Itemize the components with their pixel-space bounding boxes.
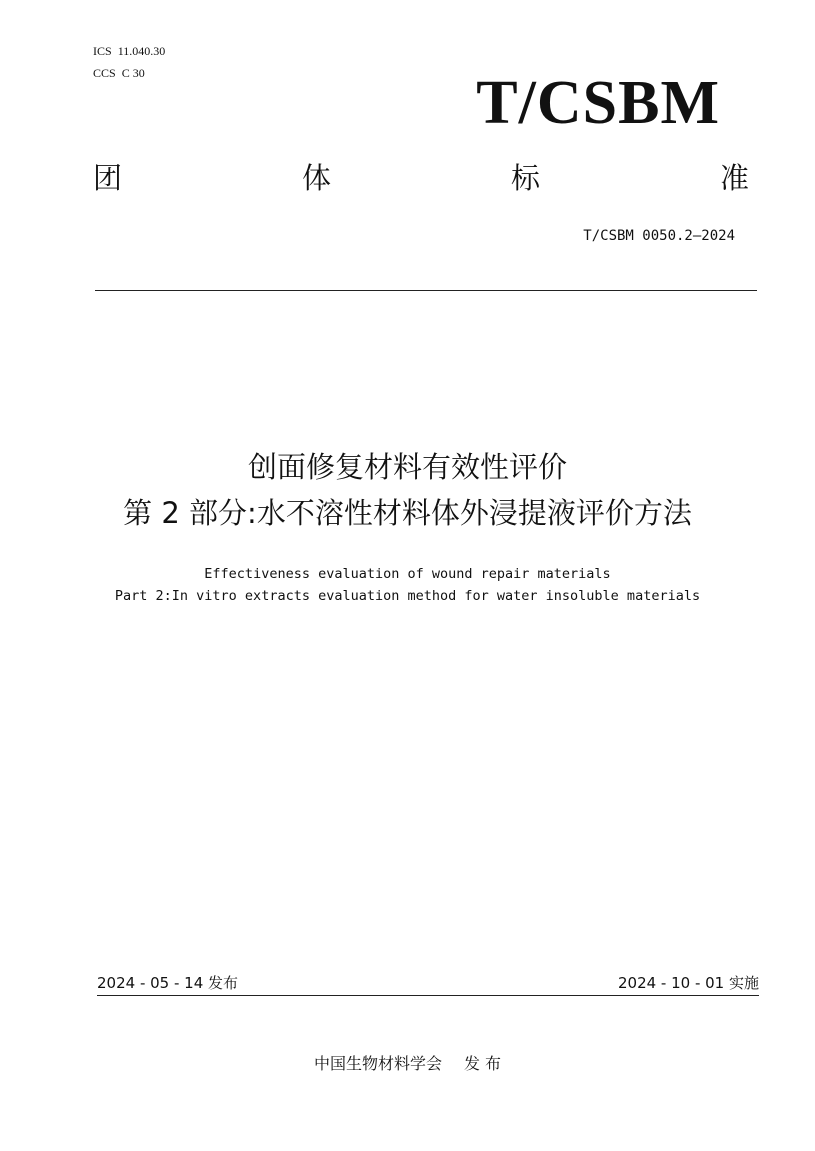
english-title [0, 563, 815, 607]
ics-code [93, 40, 165, 62]
ccs-label: CCS [93, 66, 116, 80]
organization-logo: T/CSBM [476, 69, 720, 137]
standard-number: T/CSBM 0050.2—2024 [583, 228, 735, 244]
issue-date: 2024 - 05 - 14 发布 [97, 974, 239, 992]
ics-value: 11.040.30 [117, 44, 166, 58]
standard-type-char: 准 [719, 161, 749, 195]
standard-type-heading [93, 158, 749, 198]
chinese-title [0, 444, 815, 536]
publisher-org: 中国生物材料学会 [313, 1054, 442, 1073]
ccs-code [93, 62, 165, 84]
classification-codes [93, 40, 165, 84]
chinese-title-line2: 第 2 部分:水不溶性材料体外浸提液评价方法 [123, 496, 692, 530]
implementation-date: 2024 - 10 - 01 实施 [617, 974, 759, 992]
english-title-line1: Effectiveness evaluation of wound repair materials [204, 566, 611, 582]
date-row [97, 972, 759, 994]
english-title-line2: Part 2:In vitro extracts evaluation method for water insoluble materials [114, 588, 701, 604]
publisher-action: 发 布 [463, 1054, 502, 1073]
bottom-divider [97, 995, 759, 996]
chinese-title-line1: 创面修复材料有效性评价 [247, 450, 567, 484]
standard-type-char: 标 [510, 161, 540, 195]
standard-type-char: 团 [93, 161, 123, 195]
ccs-value: C 30 [121, 66, 145, 80]
ics-label: ICS [93, 44, 112, 58]
standard-type-char: 体 [301, 161, 331, 195]
publisher-line [0, 1052, 815, 1076]
top-divider [95, 290, 757, 291]
